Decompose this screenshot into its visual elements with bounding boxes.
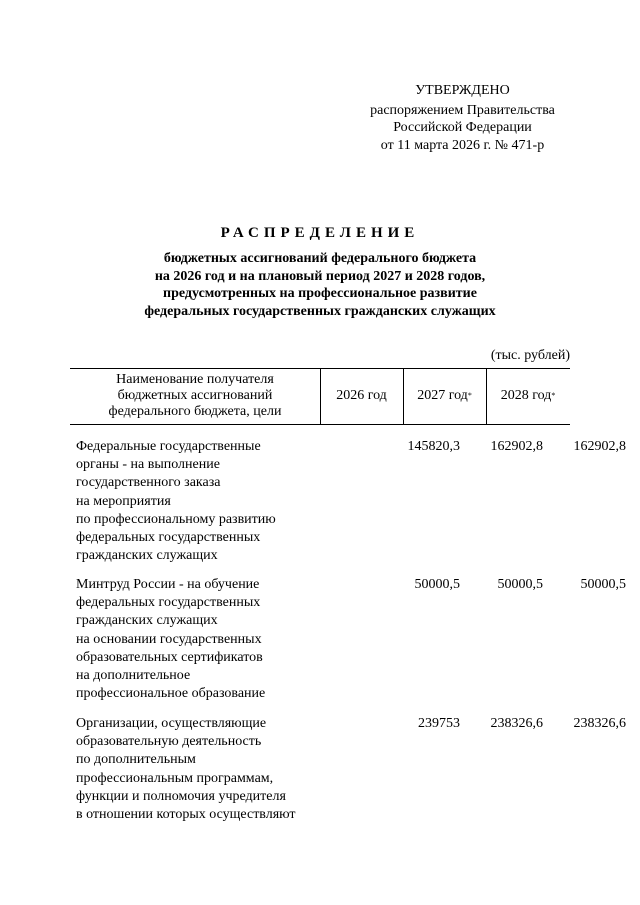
row-name-line: функции и полномочия учредителя [76,788,286,804]
header-year-label: 2026 год [336,388,387,403]
header-name-line: федерального бюджета, цели [108,404,282,419]
value-2026: 50000,5 [414,577,460,592]
row-name-line: Минтруд России - на обучение [76,577,260,592]
row-name-line: по дополнительным [76,752,196,768]
row-name-line: профессиональное образование [76,686,266,702]
header-year-2027: 2027 год * [417,388,472,403]
row-name-line: Федеральные государственные [76,439,261,454]
subtitle-line: предусмотренных на профессиональное развитие [163,286,477,301]
row-name-line: профессиональным программам, [76,770,274,786]
row-recipient-name [76,576,326,703]
row-recipient-name [76,715,326,824]
row-name-line: гражданских служащих [76,548,218,564]
approval-line: Российской Федерации [393,120,532,135]
row-name-line: федеральных государственных [76,595,261,611]
document-title: РАСПРЕДЕЛЕНИЕ [220,225,420,241]
row-name-line: образовательную деятельность [76,734,262,750]
table-header-bottom-border [70,424,570,425]
units-label: (тыс. рублей) [490,348,570,363]
document-subtitle [60,250,580,320]
approval-line: распоряжением Правительства [370,102,555,118]
header-name-line: бюджетных ассигнований [117,388,273,403]
value-2026: 239753 [418,716,460,731]
value-2028: 238326,6 [573,716,626,731]
row-name-line: Организации, осуществляющие [76,716,267,731]
header-year-label: 2027 год [417,388,468,403]
row-recipient-name [76,438,326,565]
row-name-line: органы - на выполнение [76,457,220,473]
header-year-label: 2028 год [500,388,552,403]
header-name-line: Наименование получателя [116,372,274,387]
approval-block [330,82,595,154]
row-name-line: в отношении которых осуществляют [76,807,296,823]
row-name-line: образовательных сертификатов [76,649,263,665]
subtitle-line: федеральных государственных гражданских служащих [144,303,496,319]
value-2027: 50000,5 [497,577,543,592]
value-2027: 238326,6 [490,716,543,731]
header-year-2028: 2028 год * [500,388,556,403]
subtitle-line: бюджетных ассигнований федерального бюджета [163,251,477,266]
row-name-line: на мероприятия [76,493,171,509]
header-recipient-name [70,368,320,424]
value-2026: 145820,3 [407,439,460,454]
row-name-line: на основании государственных [76,631,262,647]
row-name-line: федеральных государственных [76,530,261,546]
header-year-2026 [320,368,403,424]
value-2028: 162902,8 [573,439,626,454]
value-2027: 162902,8 [490,439,543,454]
subtitle-line: на 2026 год и на плановый период 2027 и 2028 годов, [154,268,486,284]
row-name-line: государственного заказа [76,475,221,491]
value-2028: 50000,5 [580,577,626,592]
row-name-line: по профессиональному развитию [76,511,276,527]
row-name-line: на дополнительное [76,668,191,684]
approval-line: от 11 марта 2026 г. № 471-р [380,137,545,153]
row-name-line: гражданских служащих [76,613,218,629]
approval-stamp: УТВЕРЖДЕНО [415,83,510,98]
